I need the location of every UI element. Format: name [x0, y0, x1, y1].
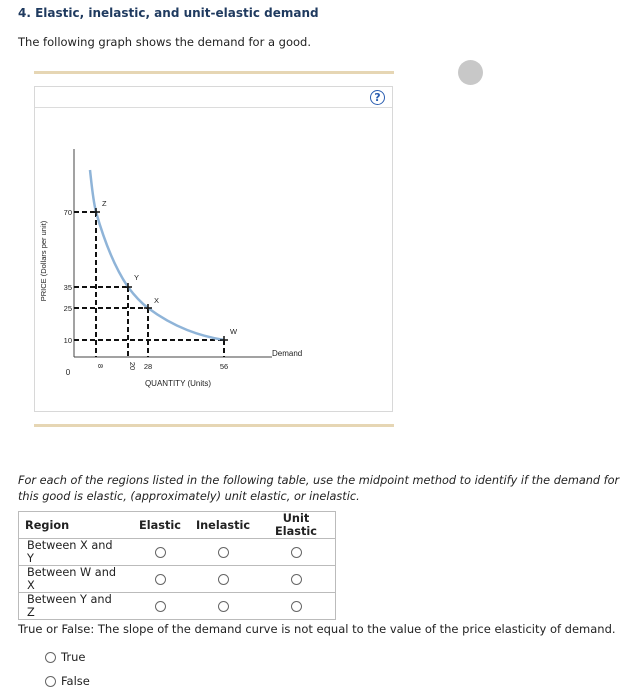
table-row: [19, 593, 336, 620]
y-tick-label: 35: [63, 283, 72, 292]
y-tick-label: 70: [63, 208, 72, 217]
x-axis-label: QUANTITY (Units): [144, 379, 212, 388]
table-instructions: For each of the regions listed in the following table, use the midpoint method to identify if the demand for this good is elastic, (approximately) unit elastic, or inelastic.: [18, 474, 620, 503]
radio-unit-elastic-y-z[interactable]: [291, 601, 302, 612]
col-header-elastic: Elastic: [131, 512, 189, 539]
x-tick-label: 8: [96, 363, 105, 369]
col-header-region: Region: [19, 512, 132, 539]
y-axis-label: PRICE (Dollars per unit): [39, 220, 48, 302]
region-label: Between X and Y: [19, 539, 132, 566]
table-row: [19, 539, 336, 566]
table-header-row: [19, 512, 336, 539]
region-label: Between W and X: [19, 566, 132, 593]
bottom-divider: [34, 424, 394, 427]
region-label: Between Y and Z: [19, 593, 132, 620]
radio-false[interactable]: [45, 676, 56, 687]
y-tick-label: 10: [63, 336, 72, 345]
help-icon[interactable]: ?: [370, 90, 385, 105]
radio-true[interactable]: [45, 652, 56, 663]
demand-legend-label: Demand: [272, 349, 303, 358]
radio-unit-elastic-x-y[interactable]: [291, 547, 302, 558]
point-marker-w: [220, 336, 228, 344]
x-tick-label: 56: [219, 362, 229, 371]
col-header-unit-elastic: Unit Elastic: [257, 512, 336, 539]
col-header-inelastic: Inelastic: [189, 512, 257, 539]
radio-elastic-w-x[interactable]: [155, 574, 166, 585]
point-label-z: Z: [102, 199, 107, 208]
radio-inelastic-x-y[interactable]: [218, 547, 229, 558]
point-marker-z: [92, 208, 100, 216]
radio-unit-elastic-w-x[interactable]: [291, 574, 302, 585]
point-label-x: X: [154, 296, 160, 305]
table-row: [19, 566, 336, 593]
option-true[interactable]: [45, 650, 85, 664]
option-false[interactable]: [45, 674, 90, 688]
demand-curve: [90, 170, 224, 340]
question-title: 4. Elastic, inelastic, and unit-elastic demand: [18, 6, 319, 20]
radio-elastic-x-y[interactable]: [155, 547, 166, 558]
radio-inelastic-w-x[interactable]: [218, 574, 229, 585]
x-tick-label: 20: [128, 361, 137, 371]
origin-label: 0: [65, 368, 71, 377]
radio-elastic-y-z[interactable]: [155, 601, 166, 612]
y-tick-label: 25: [63, 304, 72, 313]
elasticity-table: [18, 511, 336, 620]
radio-inelastic-y-z[interactable]: [218, 601, 229, 612]
x-tick-label: 28: [143, 362, 153, 371]
point-label-w: W: [230, 327, 238, 336]
question-intro: The following graph shows the demand for a good.: [18, 35, 311, 49]
option-true-label: True: [61, 650, 86, 664]
true-false-prompt: True or False: The slope of the demand curve is not equal to the value of the price elasticity of demand.: [18, 622, 616, 636]
option-false-label: False: [61, 674, 90, 688]
point-label-y: Y: [134, 273, 140, 282]
